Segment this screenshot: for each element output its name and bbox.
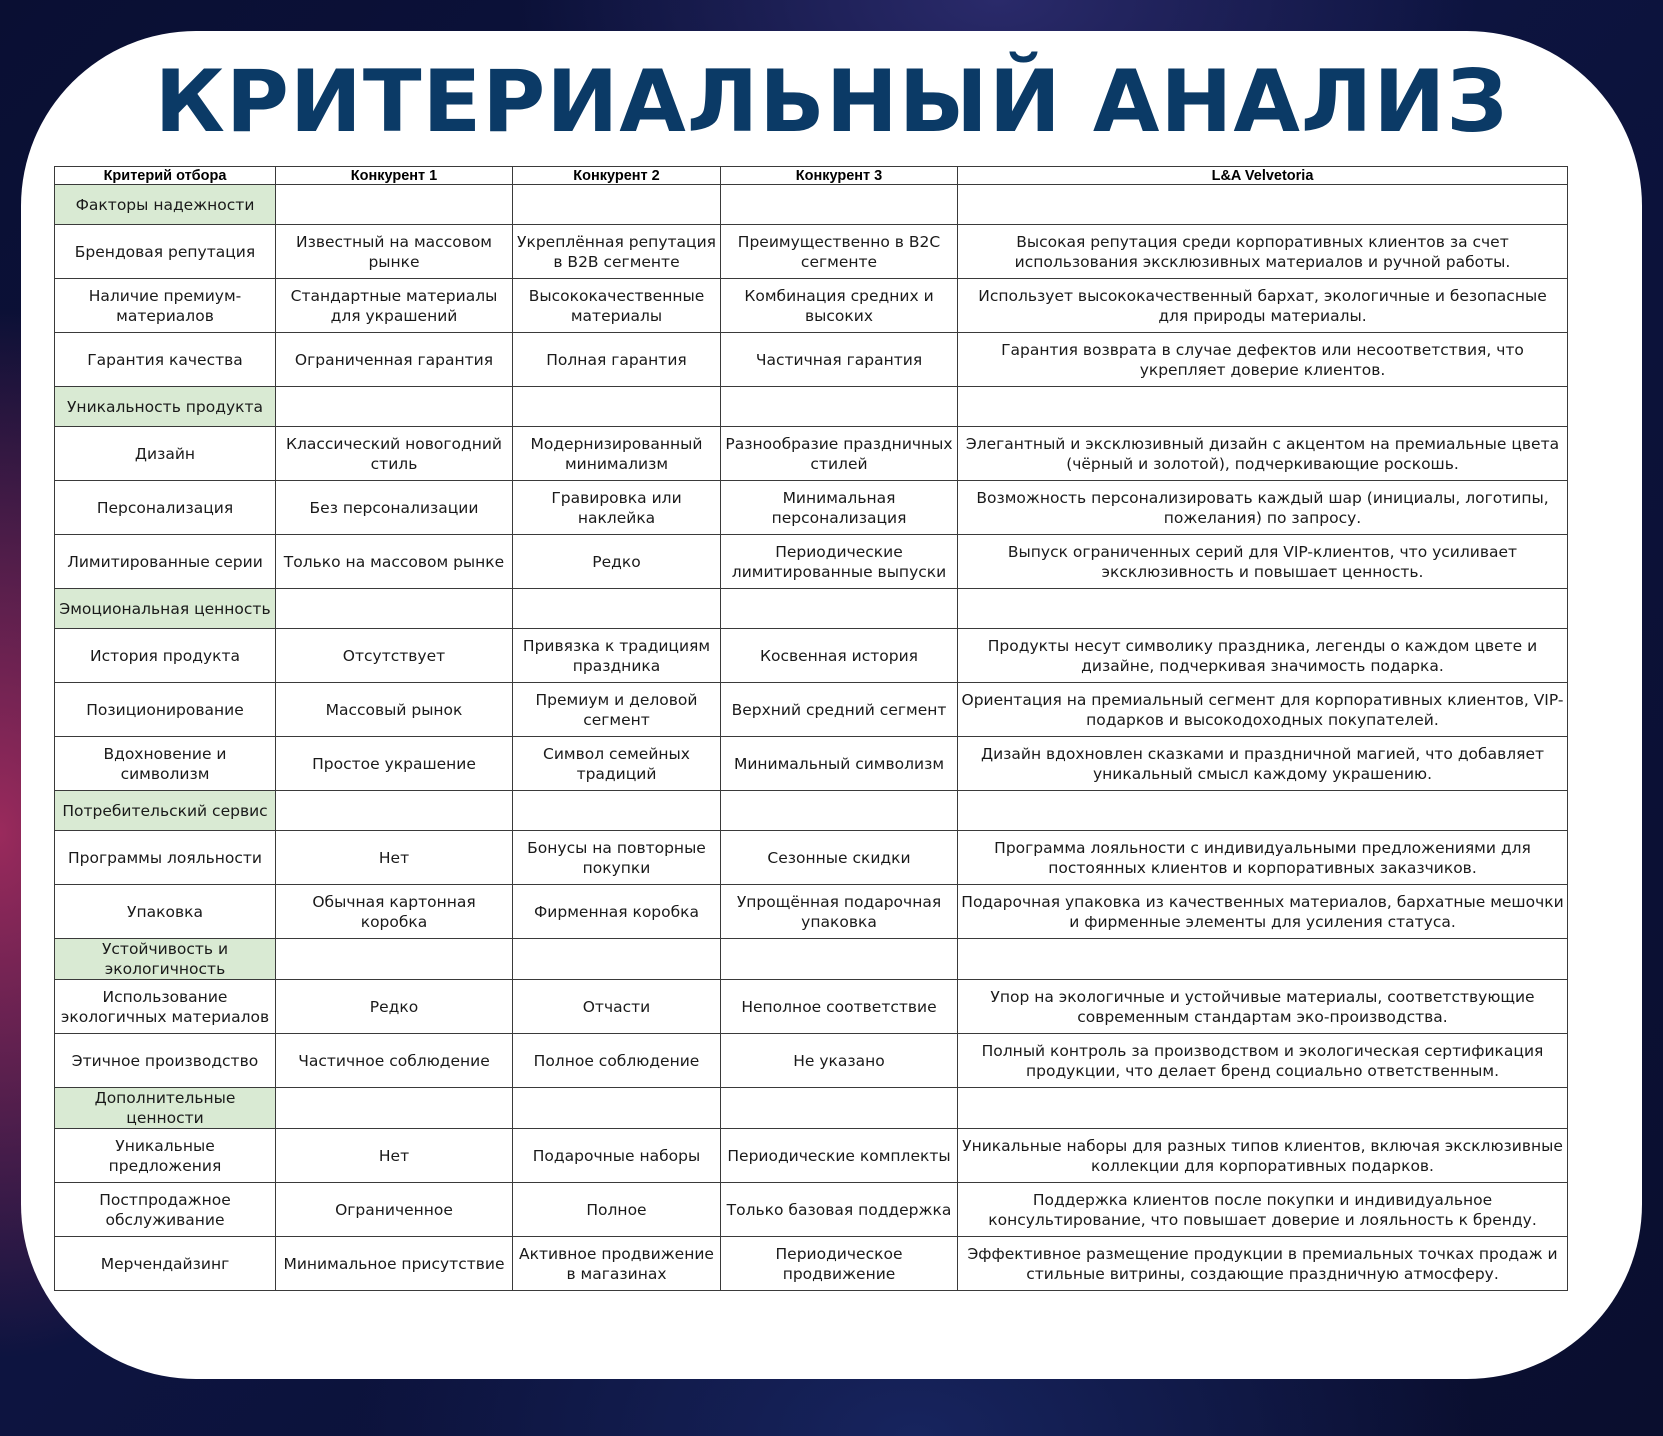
table-row bbox=[55, 885, 1568, 939]
competitor-1-cell: Ограниченное bbox=[276, 1183, 513, 1237]
brand-cell bbox=[958, 387, 1568, 427]
page-title: КРИТЕРИАЛЬНЫЙ АНАЛИЗ bbox=[154, 52, 1509, 152]
competitor-3-cell: Минимальная персонализация bbox=[721, 481, 958, 535]
competitor-2-cell: Высококачественные материалы bbox=[513, 279, 721, 333]
competitor-1-cell: Отсутствует bbox=[276, 629, 513, 683]
competitor-1-cell: Нет bbox=[276, 831, 513, 885]
competitor-3-cell: Периодическое продвижение bbox=[721, 1237, 958, 1291]
table-row bbox=[55, 1183, 1568, 1237]
competitor-1-cell: Классический новогодний стиль bbox=[276, 427, 513, 481]
table-row bbox=[55, 333, 1568, 387]
competitor-1-cell bbox=[276, 589, 513, 629]
competitor-1-cell bbox=[276, 939, 513, 980]
competitor-3-cell: Верхний средний сегмент bbox=[721, 683, 958, 737]
competitor-1-cell: Массовый рынок bbox=[276, 683, 513, 737]
category-label: Потребительский сервис bbox=[55, 791, 276, 831]
competitor-2-cell bbox=[513, 589, 721, 629]
competitor-1-cell: Только на массовом рынке bbox=[276, 535, 513, 589]
criterion-cell: Брендовая репутация bbox=[55, 225, 276, 279]
brand-cell: Эффективное размещение продукции в премиальных точках продаж и стильные витрины, создающие праздничную атмосферу. bbox=[958, 1237, 1568, 1291]
competitor-2-cell: Отчасти bbox=[513, 980, 721, 1034]
criterion-cell: Программы лояльности bbox=[55, 831, 276, 885]
competitor-2-cell: Полная гарантия bbox=[513, 333, 721, 387]
brand-cell bbox=[958, 589, 1568, 629]
competitor-1-cell: Без персонализации bbox=[276, 481, 513, 535]
competitor-2-cell: Укреплённая репутация в B2B сегменте bbox=[513, 225, 721, 279]
competitor-3-cell bbox=[721, 185, 958, 225]
brand-cell: Уникальные наборы для разных типов клиентов, включая эксклюзивные коллекции для корпоративных подарков. bbox=[958, 1129, 1568, 1183]
brand-cell: Элегантный и эксклюзивный дизайн с акцентом на премиальные цвета (чёрный и золотой), подчеркивающие роскошь. bbox=[958, 427, 1568, 481]
header-competitor-3: Конкурент 3 bbox=[721, 167, 958, 185]
competitor-1-cell: Стандартные материалы для украшений bbox=[276, 279, 513, 333]
table-row bbox=[55, 225, 1568, 279]
category-label: Устойчивость и экологичность bbox=[55, 939, 276, 980]
criterion-cell: Мерчендайзинг bbox=[55, 1237, 276, 1291]
table-row bbox=[55, 279, 1568, 333]
competitor-3-cell: Сезонные скидки bbox=[721, 831, 958, 885]
brand-cell: Продукты несут символику праздника, легенды о каждом цвете и дизайне, подчеркивая значимость подарка. bbox=[958, 629, 1568, 683]
criterion-cell: Этичное производство bbox=[55, 1034, 276, 1088]
criterion-cell: Уникальные предложения bbox=[55, 1129, 276, 1183]
competitor-3-cell: Не указано bbox=[721, 1034, 958, 1088]
competitor-3-cell: Минимальный символизм bbox=[721, 737, 958, 791]
brand-cell: Гарантия возврата в случае дефектов или несоответствия, что укрепляет доверие клиентов. bbox=[958, 333, 1568, 387]
competitor-3-cell bbox=[721, 791, 958, 831]
criterion-cell: Позиционирование bbox=[55, 683, 276, 737]
criterion-cell: Использование экологичных материалов bbox=[55, 980, 276, 1034]
table-row bbox=[55, 831, 1568, 885]
competitor-3-cell: Упрощённая подарочная упаковка bbox=[721, 885, 958, 939]
brand-cell: Возможность персонализировать каждый шар (инициалы, логотипы, пожелания) по запросу. bbox=[958, 481, 1568, 535]
competitor-2-cell bbox=[513, 939, 721, 980]
competitor-1-cell: Простое украшение bbox=[276, 737, 513, 791]
competitor-1-cell: Ограниченная гарантия bbox=[276, 333, 513, 387]
category-row bbox=[55, 589, 1568, 629]
criterion-cell: Гарантия качества bbox=[55, 333, 276, 387]
table-row bbox=[55, 1129, 1568, 1183]
criterion-cell: Наличие премиум-материалов bbox=[55, 279, 276, 333]
competitor-2-cell bbox=[513, 185, 721, 225]
competitor-2-cell bbox=[513, 387, 721, 427]
table-row bbox=[55, 1237, 1568, 1291]
criterion-cell: Упаковка bbox=[55, 885, 276, 939]
table-row bbox=[55, 683, 1568, 737]
competitor-1-cell: Минимальное присутствие bbox=[276, 1237, 513, 1291]
category-row bbox=[55, 939, 1568, 980]
competitor-1-cell bbox=[276, 387, 513, 427]
brand-cell bbox=[958, 791, 1568, 831]
table-row bbox=[55, 980, 1568, 1034]
competitor-2-cell bbox=[513, 1088, 721, 1129]
criterion-cell: Лимитированные серии bbox=[55, 535, 276, 589]
table-header-row bbox=[55, 167, 1568, 185]
table-row bbox=[55, 737, 1568, 791]
competitor-3-cell bbox=[721, 387, 958, 427]
brand-cell bbox=[958, 185, 1568, 225]
competitor-2-cell: Редко bbox=[513, 535, 721, 589]
table-row bbox=[55, 427, 1568, 481]
criterion-cell: Постпродажное обслуживание bbox=[55, 1183, 276, 1237]
brand-cell: Дизайн вдохновлен сказками и праздничной магией, что добавляет уникальный смысл каждому украшению. bbox=[958, 737, 1568, 791]
category-label: Уникальность продукта bbox=[55, 387, 276, 427]
category-label: Факторы надежности bbox=[55, 185, 276, 225]
competitor-1-cell bbox=[276, 791, 513, 831]
category-row bbox=[55, 185, 1568, 225]
competitor-3-cell: Частичная гарантия bbox=[721, 333, 958, 387]
competitor-3-cell: Разнообразие праздничных стилей bbox=[721, 427, 958, 481]
category-row bbox=[55, 1088, 1568, 1129]
competitor-2-cell: Подарочные наборы bbox=[513, 1129, 721, 1183]
header-brand: L&A Velvetoria bbox=[958, 167, 1568, 185]
table-row bbox=[55, 535, 1568, 589]
competitor-1-cell: Частичное соблюдение bbox=[276, 1034, 513, 1088]
criterion-cell: Вдохновение и символизм bbox=[55, 737, 276, 791]
competitor-1-cell: Обычная картонная коробка bbox=[276, 885, 513, 939]
table-row bbox=[55, 1034, 1568, 1088]
competitor-3-cell: Комбинация средних и высоких bbox=[721, 279, 958, 333]
competitor-2-cell: Модернизированный минимализм bbox=[513, 427, 721, 481]
table-row bbox=[55, 629, 1568, 683]
criterion-cell: Дизайн bbox=[55, 427, 276, 481]
criterion-cell: Персонализация bbox=[55, 481, 276, 535]
brand-cell: Поддержка клиентов после покупки и индивидуальное консультирование, что повышает доверие и лояльность к бренду. bbox=[958, 1183, 1568, 1237]
competitor-2-cell: Полное bbox=[513, 1183, 721, 1237]
category-label: Дополнительные ценности bbox=[55, 1088, 276, 1129]
brand-cell: Выпуск ограниченных серий для VIP-клиентов, что усиливает эксклюзивность и повышает ценность. bbox=[958, 535, 1568, 589]
brand-cell: Программа лояльности с индивидуальными предложениями для постоянных клиентов и корпоративных заказчиков. bbox=[958, 831, 1568, 885]
competitor-2-cell: Привязка к традициям праздника bbox=[513, 629, 721, 683]
header-competitor-2: Конкурент 2 bbox=[513, 167, 721, 185]
competitor-3-cell: Преимущественно в B2C сегменте bbox=[721, 225, 958, 279]
competitor-3-cell bbox=[721, 589, 958, 629]
competitor-1-cell: Редко bbox=[276, 980, 513, 1034]
competitor-3-cell: Периодические комплекты bbox=[721, 1129, 958, 1183]
criterion-cell: История продукта bbox=[55, 629, 276, 683]
brand-cell: Высокая репутация среди корпоративных клиентов за счет использования эксклюзивных материалов и ручной работы. bbox=[958, 225, 1568, 279]
competitor-3-cell: Периодические лимитированные выпуски bbox=[721, 535, 958, 589]
competitor-3-cell: Только базовая поддержка bbox=[721, 1183, 958, 1237]
header-competitor-1: Конкурент 1 bbox=[276, 167, 513, 185]
header-criterion: Критерий отбора bbox=[55, 167, 276, 185]
table-row bbox=[55, 481, 1568, 535]
competitor-2-cell: Активное продвижение в магазинах bbox=[513, 1237, 721, 1291]
competitor-2-cell: Полное соблюдение bbox=[513, 1034, 721, 1088]
competitor-2-cell: Символ семейных традиций bbox=[513, 737, 721, 791]
competitor-3-cell: Неполное соответствие bbox=[721, 980, 958, 1034]
competitor-3-cell bbox=[721, 1088, 958, 1129]
category-row bbox=[55, 791, 1568, 831]
table-body bbox=[55, 185, 1568, 1291]
competitor-3-cell: Косвенная история bbox=[721, 629, 958, 683]
competitor-1-cell bbox=[276, 185, 513, 225]
competitor-1-cell: Нет bbox=[276, 1129, 513, 1183]
competitor-3-cell bbox=[721, 939, 958, 980]
competitor-2-cell: Премиум и деловой сегмент bbox=[513, 683, 721, 737]
competitor-1-cell bbox=[276, 1088, 513, 1129]
competitor-2-cell: Бонусы на повторные покупки bbox=[513, 831, 721, 885]
brand-cell: Подарочная упаковка из качественных материалов, бархатные мешочки и фирменные элементы для усиления статуса. bbox=[958, 885, 1568, 939]
category-label: Эмоциональная ценность bbox=[55, 589, 276, 629]
competitor-2-cell bbox=[513, 791, 721, 831]
brand-cell: Использует высококачественный бархат, экологичные и безопасные для природы материалы. bbox=[958, 279, 1568, 333]
brand-cell bbox=[958, 1088, 1568, 1129]
competitor-2-cell: Фирменная коробка bbox=[513, 885, 721, 939]
brand-cell: Полный контроль за производством и экологическая сертификация продукции, что делает бренд социально ответственным. bbox=[958, 1034, 1568, 1088]
competitor-1-cell: Известный на массовом рынке bbox=[276, 225, 513, 279]
criteria-table bbox=[54, 166, 1568, 1291]
brand-cell bbox=[958, 939, 1568, 980]
brand-cell: Упор на экологичные и устойчивые материалы, соответствующие современным стандартам эко-производства. bbox=[958, 980, 1568, 1034]
competitor-2-cell: Гравировка или наклейка bbox=[513, 481, 721, 535]
category-row bbox=[55, 387, 1568, 427]
brand-cell: Ориентация на премиальный сегмент для корпоративных клиентов, VIP-подарков и высокодоходных покупателей. bbox=[958, 683, 1568, 737]
